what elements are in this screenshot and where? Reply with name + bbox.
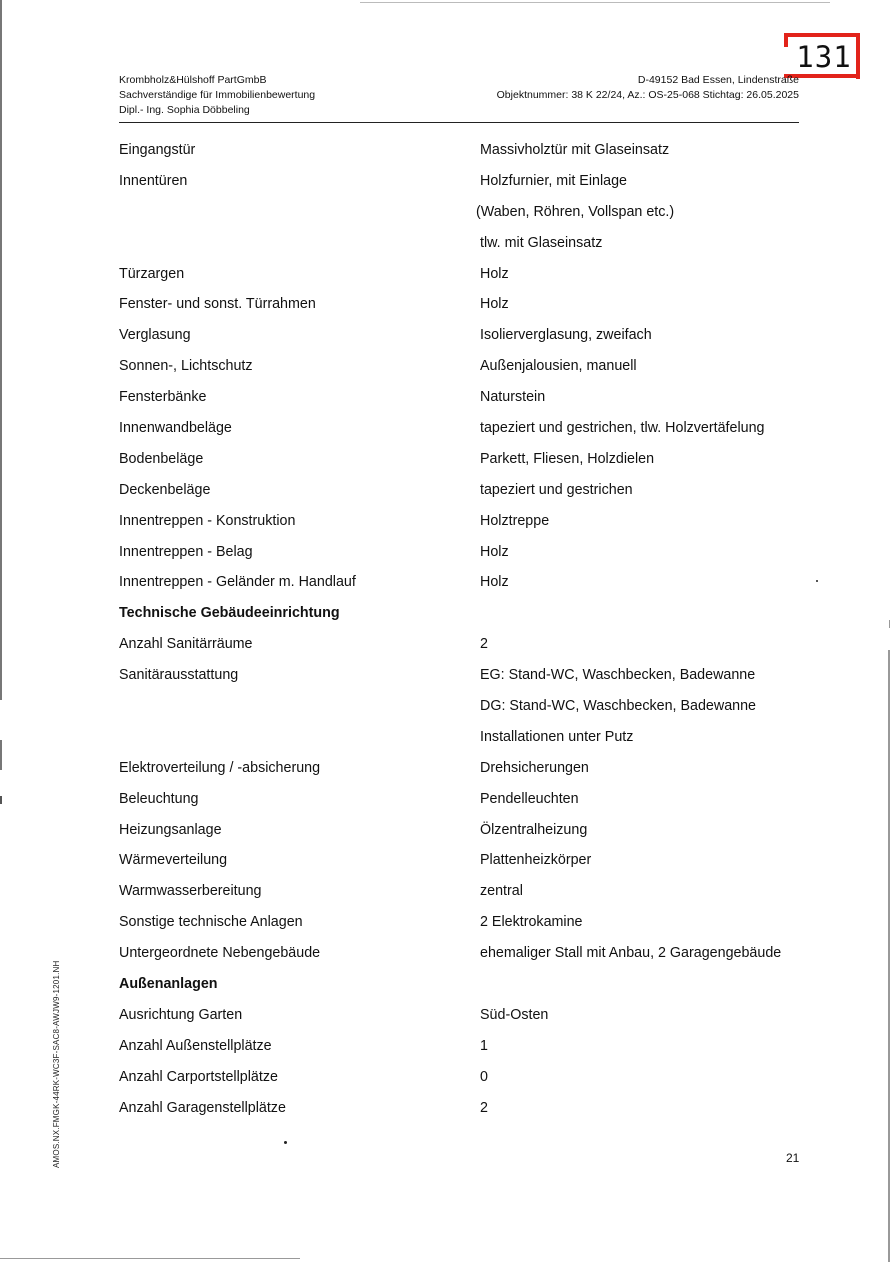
section-heading-row — [119, 602, 819, 633]
row-value: Installationen unter Putz — [480, 728, 634, 745]
scan-speck-2 — [816, 580, 818, 582]
header-object-number: Objektnummer: 38 K 22/24, Az.: OS-25-068 Stichtag: 26.05.2025 — [496, 89, 799, 101]
row-value: 0 — [480, 1068, 488, 1085]
row-value: Drehsicherungen — [480, 759, 589, 776]
property-details-list — [119, 139, 819, 1128]
scan-edge-left-mark — [0, 740, 2, 770]
row-value: Massivholztür mit Glaseinsatz — [480, 142, 670, 158]
page-stamp-left-edge — [784, 33, 788, 47]
row-value: tapeziert und gestrichen — [480, 481, 633, 498]
detail-row — [119, 726, 819, 757]
scan-edge-left-mark-2 — [0, 796, 2, 804]
row-label: Beleuchtung — [119, 790, 199, 807]
row-value: Holz — [480, 265, 509, 282]
scan-edge-bottom — [0, 1258, 300, 1259]
scan-edge-right-mark — [889, 620, 890, 628]
row-value: Naturstein — [480, 389, 546, 406]
detail-row — [119, 417, 819, 448]
scan-edge-top — [360, 2, 830, 3]
detail-row — [119, 911, 819, 942]
header-address: D-49152 Bad Essen, Lindenstraße — [637, 74, 799, 86]
row-value: Holz — [480, 543, 509, 560]
header-expert-name: Dipl.- Ing. Sophia Döbbeling — [119, 104, 250, 116]
detail-row — [119, 263, 819, 294]
row-label: Anzahl Außenstellplätze — [119, 1037, 272, 1054]
scan-edge-left — [0, 0, 2, 700]
row-label: Türzargen — [119, 265, 185, 282]
detail-row — [119, 849, 819, 880]
detail-row — [119, 819, 819, 850]
row-value: EG: Stand-WC, Waschbecken, Badewanne — [480, 667, 756, 684]
row-value: zentral — [480, 883, 523, 900]
detail-row — [119, 448, 819, 479]
row-label: Anzahl Carportstellplätze — [119, 1068, 278, 1085]
page-number: 21 — [786, 1151, 800, 1165]
row-value: Holzfurnier, mit Einlage — [480, 172, 628, 189]
detail-row — [119, 1035, 819, 1066]
header-divider — [119, 122, 799, 123]
header-object-block — [439, 73, 799, 103]
section-heading-row — [119, 973, 819, 1004]
row-label: Innentreppen - Geländer m. Handlauf — [119, 574, 356, 591]
row-value: Isolierverglasung, zweifach — [480, 327, 652, 344]
detail-row — [119, 633, 819, 664]
row-value: 2 Elektrokamine — [480, 914, 583, 931]
detail-row — [119, 1097, 819, 1128]
scan-edge-right — [888, 650, 890, 1262]
detail-row — [119, 170, 819, 201]
row-label: Fenster- und sonst. Türrahmen — [119, 296, 316, 313]
detail-row — [119, 942, 819, 973]
detail-row — [119, 880, 819, 911]
row-value: Holztreppe — [480, 512, 550, 529]
detail-row — [119, 201, 819, 232]
row-value: ehemaliger Stall mit Anbau, 2 Garagengebäude — [480, 945, 782, 962]
row-value: Parkett, Fliesen, Holzdielen — [480, 450, 655, 467]
row-label: Fensterbänke — [119, 389, 207, 406]
row-value: Außenjalousien, manuell — [480, 358, 637, 375]
detail-row — [119, 232, 819, 263]
header-company-block — [119, 73, 449, 118]
scan-speck — [284, 1141, 287, 1144]
row-label: Anzahl Sanitärräume — [119, 636, 253, 653]
detail-row — [119, 324, 819, 355]
row-label: Sanitärausstattung — [119, 667, 239, 684]
document-side-code: AMOS.NX.FMGK-44RK-WC3F-SAC8-AWJW9-1201.NH — [52, 960, 61, 1168]
row-label: Deckenbeläge — [119, 481, 211, 498]
detail-row — [119, 510, 819, 541]
row-label: Bodenbeläge — [119, 450, 204, 467]
detail-row — [119, 479, 819, 510]
row-label: Elektroverteilung / -absicherung — [119, 759, 321, 776]
detail-row — [119, 355, 819, 386]
row-label: Warmwasserbereitung — [119, 883, 262, 900]
detail-row — [119, 695, 819, 726]
row-value: Holz — [480, 296, 509, 313]
row-value: DG: Stand-WC, Waschbecken, Badewanne — [480, 698, 757, 715]
detail-row — [119, 1066, 819, 1097]
row-value: 2 — [480, 636, 488, 653]
row-value: Süd-Osten — [480, 1006, 549, 1023]
row-label: Eingangstür — [119, 142, 196, 158]
row-label: Verglasung — [119, 327, 191, 344]
row-label: Außenanlagen — [119, 976, 218, 993]
row-label: Anzahl Garagenstellplätze — [119, 1099, 286, 1116]
row-value: tlw. mit Glaseinsatz — [480, 234, 603, 251]
detail-row — [119, 541, 819, 572]
row-label: Technische Gebäudeeinrichtung — [119, 605, 340, 622]
row-value: Plattenheizkörper — [480, 852, 592, 869]
row-label: Innentreppen - Konstruktion — [119, 512, 296, 529]
detail-row — [119, 139, 819, 170]
row-value: Holz — [480, 574, 509, 591]
row-label: Innentüren — [119, 172, 188, 189]
detail-row — [119, 386, 819, 417]
row-value: 2 — [480, 1099, 488, 1116]
row-value: (Waben, Röhren, Vollspan etc.) — [476, 203, 675, 220]
row-label: Heizungsanlage — [119, 821, 222, 838]
detail-row — [119, 757, 819, 788]
page-stamp-number: 131 — [796, 40, 852, 74]
row-value: Ölzentralheizung — [480, 821, 588, 838]
detail-row — [119, 293, 819, 324]
detail-row — [119, 788, 819, 819]
detail-row — [119, 664, 819, 695]
row-label: Untergeordnete Nebengebäude — [119, 945, 321, 962]
row-value: 1 — [480, 1037, 488, 1054]
detail-row — [119, 1004, 819, 1035]
row-label: Wärmeverteilung — [119, 852, 228, 869]
detail-row — [119, 571, 819, 602]
row-label: Sonnen-, Lichtschutz — [119, 358, 253, 375]
row-label: Innenwandbeläge — [119, 420, 232, 437]
row-value: Pendelleuchten — [480, 790, 579, 807]
row-label: Ausrichtung Garten — [119, 1006, 243, 1023]
row-label: Sonstige technische Anlagen — [119, 914, 303, 931]
row-value: tapeziert und gestrichen, tlw. Holzvertäfelung — [480, 420, 765, 437]
header-company-name: Krombholz&Hülshoff PartGmbB — [119, 74, 267, 86]
header-company-subtitle: Sachverständige für Immobilienbewertung — [119, 89, 316, 101]
row-label: Innentreppen - Belag — [119, 543, 253, 560]
